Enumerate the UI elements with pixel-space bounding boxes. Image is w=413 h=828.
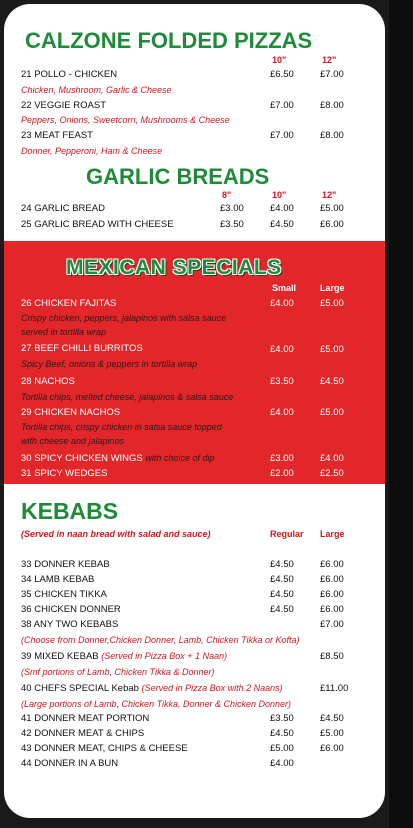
menu-item-price: £4.50 bbox=[270, 219, 294, 230]
menu-item-price: £4.00 bbox=[270, 344, 294, 355]
menu-item-price: £4.50 bbox=[270, 574, 294, 585]
menu-item-description: Donner, Pepperoni, Ham & Cheese bbox=[21, 146, 163, 156]
menu-item-price: £6.00 bbox=[320, 574, 344, 585]
menu-item-description: Peppers, Onions, Sweetcorn, Mushrooms & Cheese bbox=[21, 115, 230, 125]
menu-item-name: 41 DONNER MEAT PORTION bbox=[21, 713, 150, 724]
menu-item-price: £4.00 bbox=[270, 203, 294, 214]
garlic-size-10: 10" bbox=[272, 190, 287, 200]
menu-item-price: £2.00 bbox=[270, 468, 294, 479]
mexican-title: MEXICAN SPECIALS bbox=[66, 256, 282, 279]
mexican-size-small: Small bbox=[272, 283, 297, 293]
menu-item-name: 30 SPICY CHICKEN WINGS with choice of dip bbox=[21, 453, 215, 464]
menu-item-price: £5.00 bbox=[320, 728, 344, 739]
menu-item-price: £4.00 bbox=[270, 407, 294, 418]
menu-item-price: £3.50 bbox=[220, 219, 244, 230]
kebabs-subtitle: (Served in naan bread with salad and sauce) bbox=[21, 529, 211, 539]
menu-item-name: 35 CHICKEN TIKKA bbox=[21, 589, 107, 600]
menu-item-price: £6.50 bbox=[270, 69, 294, 80]
menu-item-price: £7.00 bbox=[320, 619, 344, 630]
menu-item-name: 21 POLLO - CHICKEN bbox=[21, 69, 118, 80]
menu-item-price: £4.50 bbox=[270, 589, 294, 600]
menu-item-price: £4.50 bbox=[270, 728, 294, 739]
menu-item-description: with cheese and jalapinos bbox=[21, 436, 125, 446]
menu-item-name: 28 NACHOS bbox=[21, 376, 75, 387]
menu-item-description: Tortilla chips, crispy chicken in salsa sauce topped bbox=[21, 422, 222, 432]
menu-item-price: £3.00 bbox=[220, 203, 244, 214]
menu-item-price: £8.00 bbox=[320, 130, 344, 141]
garlic-title: GARLIC BREADS bbox=[86, 164, 270, 189]
garlic-size-8: 8" bbox=[222, 190, 232, 200]
menu-item-description: Spicy Beef, onions & peppers in tortilla wrap bbox=[21, 359, 198, 369]
garlic-size-12: 12" bbox=[322, 190, 337, 200]
kebabs-title: KEBABS bbox=[21, 498, 119, 524]
menu-item-price: £4.50 bbox=[320, 713, 344, 724]
menu-item-price: £3.00 bbox=[270, 453, 294, 464]
menu-item-note: (Large portions of Lamb, Chicken Tikka, Donner & Chicken Donner) bbox=[21, 699, 292, 709]
menu-item-name: 44 DONNER IN A BUN bbox=[21, 758, 119, 769]
menu-item-name: 31 SPICY WEDGES bbox=[21, 468, 108, 479]
menu-item-name: 25 GARLIC BREAD WITH CHEESE bbox=[21, 219, 174, 230]
menu-item-price: £6.00 bbox=[320, 219, 344, 230]
menu-item-note: (Served in Pizza Box with 2 Naans) bbox=[141, 683, 283, 693]
menu-item-name: 38 ANY TWO KEBABS bbox=[21, 619, 119, 630]
menu-item-name: 24 GARLIC BREAD bbox=[21, 203, 105, 214]
menu-item-price: £5.00 bbox=[270, 743, 294, 754]
menu-item-name: 39 MIXED KEBAB (Served in Pizza Box + 1 Naan) bbox=[21, 651, 228, 662]
menu-item-price: £7.00 bbox=[320, 69, 344, 80]
page-edge-shadow bbox=[389, 0, 413, 828]
menu-item-price: £3.50 bbox=[270, 376, 294, 387]
menu-item-name: 27 BEEF CHILLI BURRITOS bbox=[21, 343, 143, 354]
menu-item-name: 23 MEAT FEAST bbox=[21, 130, 93, 141]
menu-item-description: Tortilla chips, melted cheese, jalapinos & salsa sauce bbox=[21, 392, 234, 402]
menu-item-price: £4.50 bbox=[270, 604, 294, 615]
menu-item-price: £4.00 bbox=[270, 298, 294, 309]
menu-item-price: £5.00 bbox=[320, 298, 344, 309]
menu-item-price: £4.50 bbox=[270, 559, 294, 570]
menu-item-name: 34 LAMB KEBAB bbox=[21, 574, 95, 585]
menu-item-name: 26 CHICKEN FAJITAS bbox=[21, 298, 117, 309]
menu-item-description: Chicken, Mushroom, Garlic & Cheese bbox=[21, 85, 172, 95]
menu-item-note: (Served in Pizza Box + 1 Naan) bbox=[101, 651, 228, 661]
menu-item-price: £6.00 bbox=[320, 604, 344, 615]
menu-item-price: £8.50 bbox=[320, 651, 344, 662]
menu-item-price: £7.00 bbox=[270, 100, 294, 111]
menu-item-price: £4.00 bbox=[270, 758, 294, 769]
menu-item-price: £3.50 bbox=[270, 713, 294, 724]
menu-item-name: 22 VEGGIE ROAST bbox=[21, 100, 106, 111]
menu-item-name: 40 CHEFS SPECIAL Kebab (Served in Pizza Box with 2 Naans) bbox=[21, 683, 283, 694]
menu-item-note: with choice of dip bbox=[145, 453, 215, 463]
menu-item-name: 43 DONNER MEAT, CHIPS & CHEESE bbox=[21, 743, 188, 754]
menu-item-price: £6.00 bbox=[320, 743, 344, 754]
mexican-size-large: Large bbox=[320, 283, 345, 293]
menu-item-name: 33 DONNER KEBAB bbox=[21, 559, 110, 570]
calzone-size-10: 10" bbox=[272, 55, 287, 65]
menu-item-price: £8.00 bbox=[320, 100, 344, 111]
menu-item-price: £7.00 bbox=[270, 130, 294, 141]
menu-item-price: £6.00 bbox=[320, 589, 344, 600]
menu-item-price: £4.50 bbox=[320, 376, 344, 387]
kebabs-size-large: Large bbox=[320, 529, 345, 539]
menu-item-price: £4.00 bbox=[320, 453, 344, 464]
menu-item-note: (Choose from Donner,Chicken Donner, Lamb, Chicken Tikka or Kofta) bbox=[21, 635, 300, 645]
menu-item-price: £2.50 bbox=[320, 468, 344, 479]
menu-item-price: £5.00 bbox=[320, 407, 344, 418]
kebabs-size-regular: Regular bbox=[270, 529, 304, 539]
menu-item-name: 29 CHICKEN NACHOS bbox=[21, 407, 121, 418]
menu-item-price: £11.00 bbox=[320, 683, 349, 694]
menu-card bbox=[4, 4, 385, 818]
calzone-title: CALZONE FOLDED PIZZAS bbox=[25, 28, 313, 53]
menu-item-price: £6.00 bbox=[320, 559, 344, 570]
menu-item-note: (Smf portions of Lamb, Chicken Tikka & Donner) bbox=[21, 667, 215, 677]
menu-item-price: £5.00 bbox=[320, 344, 344, 355]
menu-item-description: Crispy chicken, peppers, jalapinos with salsa sauce bbox=[21, 313, 227, 323]
calzone-size-12: 12" bbox=[322, 55, 337, 65]
menu-item-name: 42 DONNER MEAT & CHIPS bbox=[21, 728, 145, 739]
menu-item-description: served in tortilla wrap bbox=[21, 327, 107, 337]
menu-item-name: 36 CHICKEN DONNER bbox=[21, 604, 121, 615]
menu-item-price: £5.00 bbox=[320, 203, 344, 214]
